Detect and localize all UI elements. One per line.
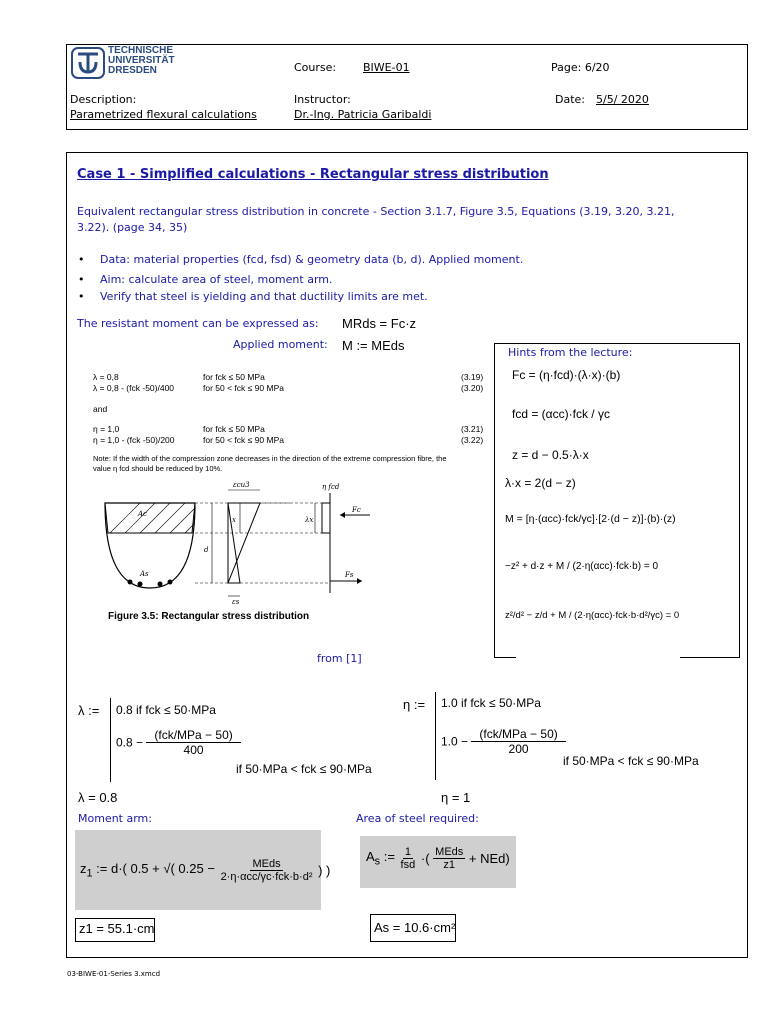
date-value: 5/5/ 2020 [596, 93, 649, 106]
eq-3-20-ref: (3.20) [461, 383, 484, 393]
lambda-assign: λ := [78, 703, 100, 718]
eq-3-19-cond: for fck ≤ 50 MPa [203, 372, 265, 382]
description-value: Parametrized flexural calculations [70, 108, 257, 121]
intro-line-1: Equivalent rectangular stress distribution in concrete - Section 3.1.7, Figure 3.5, Equations (3.19, 3.20, 3.21, [77, 205, 675, 218]
hint-moment: M = [η·(αcc)·fck/γc]·[2·(d − z)]·(b)·(z) [505, 513, 676, 525]
lambda-row-1: 0.8 if fck ≤ 50·MPa [116, 703, 216, 717]
page-label: Page: 6/20 [551, 61, 610, 74]
figure-caption: Figure 3.5: Rectangular stress distribution [108, 611, 310, 622]
hints-title: Hints from the lecture: [508, 346, 633, 359]
eq-3-19-ref: (3.19) [461, 372, 484, 382]
es-label: εs [232, 598, 240, 606]
eta-row-1: 1.0 if fck ≤ 50·MPa [441, 696, 541, 710]
eq-3-21-cond: for fck ≤ 50 MPa [203, 424, 265, 434]
note-line-1: Note: If the width of the compression zone decreases in the direction of the extreme compression fibre, the [93, 454, 447, 463]
case-title: Case 1 - Simplified calculations - Rectangular stress distribution [77, 167, 549, 182]
bullet-verify: • Verify that steel is yielding and that ductility limits are met. [100, 290, 428, 303]
logo-line-3: DRESDEN [108, 65, 157, 76]
description-label: Description: [70, 93, 137, 106]
fs-label: Fs [345, 571, 354, 579]
hint-quadratic-1: −z² + d·z + M / (2·η(αcc)·fck·b) = 0 [505, 561, 659, 572]
eq-3-20-cond: for 50 < fck ≤ 90 MPa [203, 383, 284, 393]
hint-lambda-x: λ·x = 2(d − z) [505, 476, 576, 490]
resistant-moment-formula: MRds = Fc·z [342, 316, 417, 331]
steel-area-result: As = 10.6·cm² [374, 920, 456, 935]
eta-assign: η := [403, 697, 426, 712]
lambda-row-2-cond: if 50·MPa < fck ≤ 90·MPa [236, 762, 372, 776]
moment-arm-formula: $z_1$ := d·( 0.5 + √( 0.25 − $\frac{\text{MEds}}{\text{2·η·αcc/γc·fck·b·d²}}$ ) ) [80, 858, 331, 883]
eq-3-20: λ = 0,8 - (fck -50)/400 [93, 383, 175, 393]
d-label: d [204, 546, 209, 554]
instructor-value: Dr.-Ing. Patricia Garibaldi [294, 108, 432, 121]
instructor-label: Instructor: [294, 93, 351, 106]
eq-3-22-cond: for 50 < fck ≤ 90 MPa [203, 435, 284, 445]
tu-dresden-logo-icon [70, 46, 106, 80]
applied-moment-formula: M := MEds [342, 338, 405, 353]
eq-3-22-ref: (3.22) [461, 435, 484, 445]
hint-fc: Fc = (η·fcd)·(λ·x)·(b) [512, 368, 621, 382]
eta-row-2: 1.0 − $\frac{\text{(fck/MPa − 50)}}{200}$ [441, 727, 566, 756]
course-value: BIWE-01 [363, 61, 410, 74]
as-label: As [140, 570, 149, 578]
hint-quadratic-2: z²/d² − z/d + M / (2·η(αcc)·fck·b·d²/γc) = 0 [505, 610, 680, 621]
eq-3-21-ref: (3.21) [461, 424, 484, 434]
lambda-result: λ = 0.8 [78, 790, 118, 805]
moment-arm-result: z1 = 55.1·cm [79, 921, 155, 936]
hints-box-bottom-left [494, 657, 516, 658]
source-reference: from [1] [317, 652, 362, 665]
hints-box-top [494, 343, 740, 344]
eta-bracket [435, 692, 436, 780]
logo-line-1: TECHNISCHE [108, 45, 174, 56]
date-label: Date: [555, 93, 585, 106]
footer-filename: 03-BIWE-01-Series 3.xmcd [67, 970, 161, 978]
lambda-row-2: 0.8 − $\frac{\text{(fck/MPa − 50)}}{400}$ [116, 728, 241, 757]
rectangular-stress-figure [100, 478, 390, 608]
university-logo [70, 46, 190, 82]
eta-fcd-label: η fcd [322, 483, 340, 491]
bullet-data: • Data: material properties (fcd, fsd) & geometry data (b, d). Applied moment. [100, 253, 523, 266]
x-label: x [232, 516, 236, 524]
hint-z: z = d − 0.5·λ·x [512, 448, 589, 462]
ecu3-label: εcu3 [233, 481, 250, 489]
eurocode-excerpt [93, 372, 493, 492]
moment-arm-label: Moment arm: [78, 812, 152, 825]
eta-result: η = 1 [441, 790, 471, 805]
fc-label: Fc [352, 506, 361, 514]
steel-area-formula: $A_s$ := $\frac{1}{\text{fsd}}$ ·( $\frac{\text{MEds}}{z1}$ + NEd) [366, 846, 510, 871]
lambda-x-label: λx [305, 516, 314, 524]
and-text: and [93, 404, 108, 414]
lambda-bracket [110, 698, 111, 782]
course-label: Course: [294, 61, 337, 74]
logo-line-2: UNIVERSITÄT [108, 55, 175, 66]
eta-row-2-cond: if 50·MPa < fck ≤ 90·MPa [563, 754, 699, 768]
resistant-moment-text: The resistant moment can be expressed as: [77, 317, 319, 330]
note-line-2: value η fcd should be reduced by 10%. [93, 464, 223, 473]
hint-fcd: fcd = (αcc)·fck / γc [512, 407, 610, 421]
steel-area-label: Area of steel required: [356, 812, 479, 825]
intro-line-2: 3.22). (page 34, 35) [77, 221, 188, 234]
eq-3-22: η = 1,0 - (fck -50)/200 [93, 435, 175, 445]
ac-label: Ac [138, 510, 147, 518]
hints-box-bottom-right [680, 657, 740, 658]
eq-3-21: η = 1,0 [93, 424, 120, 434]
applied-moment-text: Applied moment: [233, 338, 328, 351]
eq-3-19: λ = 0,8 [93, 372, 119, 382]
bullet-aim: • Aim: calculate area of steel, moment arm. [100, 273, 332, 286]
